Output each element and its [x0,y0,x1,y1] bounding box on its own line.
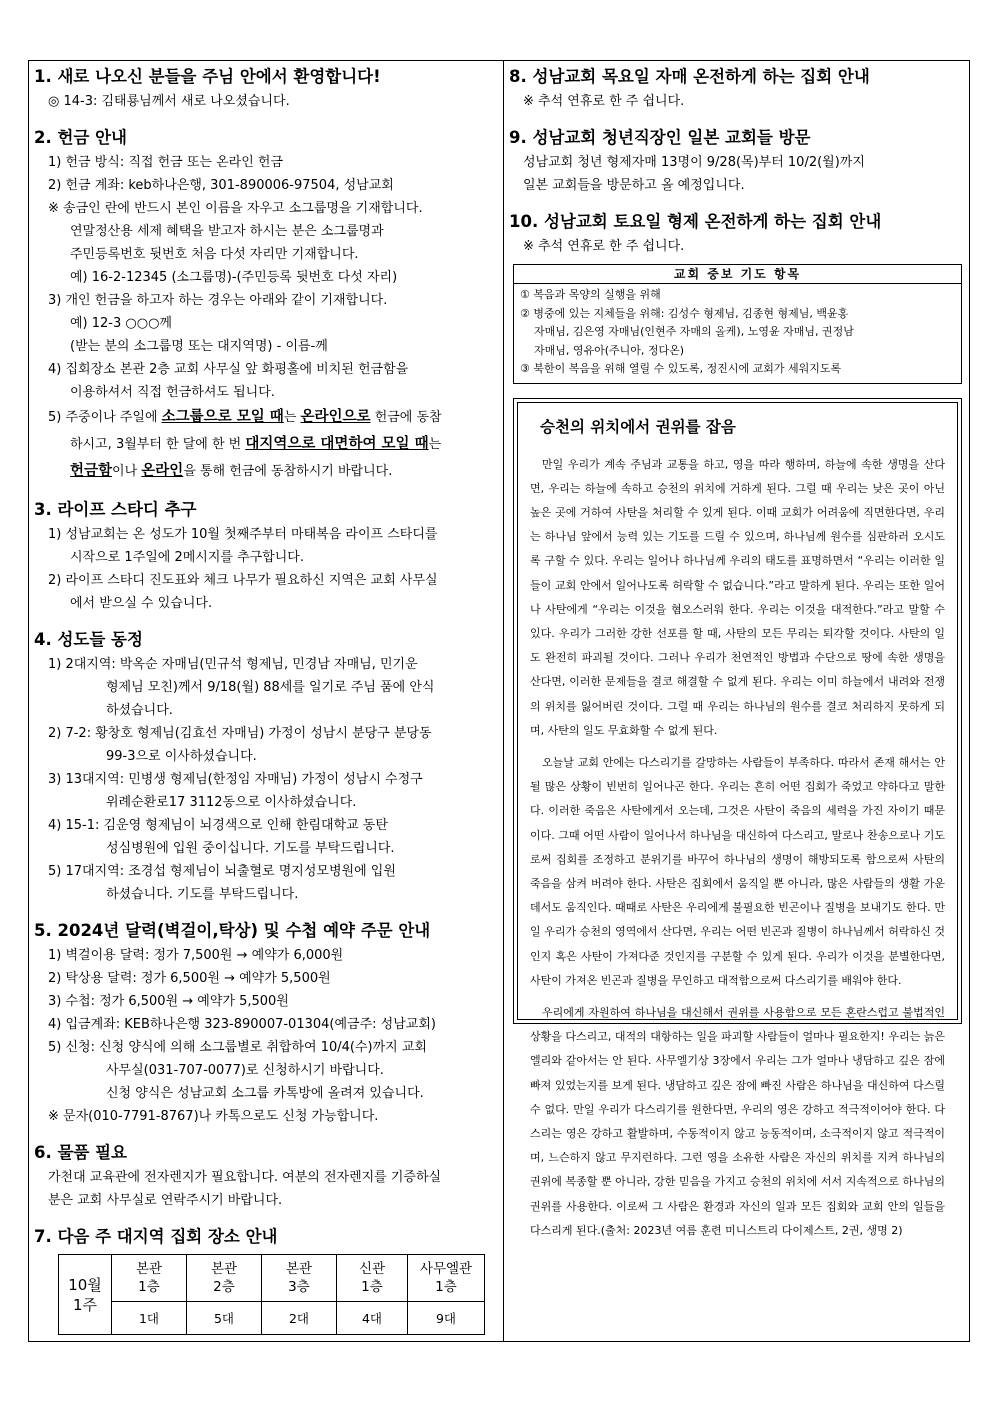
section-title: 5. 2024년 달력(벽걸이,탁상) 및 수첩 예약 주문 안내 [34,921,431,940]
header-line: 3층 [288,1279,310,1295]
text-line: 주민등록번호 뒷번호 처음 다섯 자리만 기재합니다. [70,247,359,262]
text-line: 5) 신청: 신청 양식에 의해 소그룹별로 취합하여 10/4(수)까지 교회 [48,1040,427,1055]
section-life-study [34,499,498,615]
table-row [59,1255,485,1302]
section-sisters-meeting [509,66,964,113]
section-title: 3. 라이프 스타디 추구 [34,500,197,519]
column-divider [503,60,504,1342]
section-meeting-places [34,1226,498,1335]
emphasis-text: 온라인으로 [300,409,371,425]
text-line: 하셨습니다. [106,703,173,718]
meeting-place-table [58,1254,485,1335]
left-column [34,66,498,1349]
prayer-item: ② 병중에 있는 지체들을 위해: 김성수 형제님, 김종현 형제님, 백윤홍 [520,306,849,320]
text-fragment: 는 [428,437,442,452]
text-line: 위례순환로17 3112동으로 이사하셨습니다. [106,795,357,810]
prayer-box-body [514,284,961,383]
text-line: 1) 2대지역: 박옥순 자매님(민규석 형제님, 민경남 자매님, 민기운 [48,657,418,672]
prayer-item: ① 복음과 목양의 실행을 위해 [520,288,661,301]
text-line: ◎ 14-3: 김태룡님께서 새로 나오셨습니다. [48,94,290,109]
text-line: 하셨습니다. 기도를 부탁드립니다. [106,887,299,902]
table-cell-week [59,1255,112,1335]
text-fragment: 하시고, 3월부터 한 달에 한 번 [70,437,246,452]
section-welcome [34,66,498,113]
text-line: 1) 헌금 방식: 직접 헌금 또는 온라인 헌금 [48,155,284,170]
text-fragment: 는 [283,410,301,425]
prayer-item: ③ 북한이 복음을 위해 열릴 수 있도록, 정진시에 교회가 세워지도록 [520,362,842,375]
text-line: 이용하셔서 직접 헌금하셔도 됩니다. [70,385,275,400]
article-box [513,398,962,1237]
text-line: 예) 12-3 ○○○께 [70,316,172,331]
section-calendar-order [34,920,498,1128]
prayer-item-cont: 자매님, 김은영 자매님(인현주 자매의 올케), 노영윤 자매님, 권정남 [534,325,854,338]
emphasis-text: 헌금함 [70,463,113,479]
header-line: 1층 [435,1279,457,1295]
article-paragraph: 만일 우리가 계속 주님과 교통을 하고, 영을 따라 행하며, 하늘에 속한 생명을 산다면, 우리는 하늘에 속하고 승천의 위치에 거하게 된다. 그럴 때 우리는 낮은 곳이 아닌 높은 곳에 거하여 사탄을 처리할 수 있게 된다. 이때 교회가 어려움에 직면한다면, 우리는 하나님 앞에서 능력 있는 기도를 드릴 수 있으며, 하나님께 원수를 심판하러 오시도록 구할 수 있다. 우리는 일어나 하나님께 우리의 태도를 표명하면서 “우리는 이러한 일들이 교회 안에서 일어나도록 허락할 수 없습니다.”라고 말하게 된다. 우리는 또한 일어나 사탄에게 “우리는 이것을 혐오스러워 한다. 우리는 이것을 대적한다.”라고 말할 수 있다. 우리가 그러한 강한 선포를 할 때, 사탄의 모든 무리는 퇴각할 것이다. 사탄의 일도 완전히 파괴될 것이다. 그러나 우리가 천연적인 방법과 수단으로 땅에 속한 생명을 산다면, 이러한 문제들을 결코 해결할 수 없게 된다. 우리는 이미 하늘에서 내려와 전쟁의 위치를 잃어버린 것이다. 그럴 때 우리는 하나님의 원수를 결코 처리하지 못하게 되며, 사탄의 일도 무효화할 수 없게 된다. [530,457,945,737]
section-title: 10. 성남교회 토요일 형제 온전하게 하는 집회 안내 [509,212,882,231]
section-items-needed [34,1142,498,1212]
table-cell: 2대 [262,1302,337,1335]
table-cell: 5대 [187,1302,262,1335]
text-line [34,431,498,458]
header-line: 본관 [135,1261,163,1277]
text-line: 4) 15-1: 김운영 형제님이 뇌경색으로 인해 한림대학교 동탄 [48,818,388,833]
article-inner [517,402,958,1237]
table-header [112,1255,187,1302]
section-title: 2. 헌금 안내 [34,128,127,147]
table-header [187,1255,262,1302]
text-line: 4) 입금계좌: KEB하나은행 323-890007-01304(예금주: 성남교회) [48,1017,436,1032]
table-row [59,1302,485,1335]
text-line: 에서 받으실 수 있습니다. [70,596,213,611]
text-line: ※ 추석 연휴로 한 주 쉽니다. [523,94,685,109]
text-fragment: 5) 주중이나 주일에 [48,410,162,425]
section-brothers-meeting [509,211,964,258]
text-line: 시작으로 1주일에 2메시지를 추구합니다. [70,550,304,565]
text-line: 성심병원에 입원 중이십니다. 기도를 부탁드립니다. [106,841,395,856]
section-offering [34,127,498,485]
section-title: 9. 성남교회 청년직장인 일본 교회들 방문 [509,128,811,147]
table-cell: 1대 [112,1302,187,1335]
table-header [337,1255,408,1302]
text-fragment: 을 통해 헌금에 동참하시기 바랍니다. [183,464,393,479]
section-title: 6. 물품 필요 [34,1143,127,1162]
text-line: 신청 양식은 성남교회 소그룹 카톡방에 올려져 있습니다. [106,1086,424,1101]
text-line: 3) 13대지역: 민병생 형제님(한정임 자매님) 가정이 성남시 수정구 [48,772,423,787]
text-line: 1) 벽걸이용 달력: 정가 7,500원 → 예약가 6,000원 [48,948,344,963]
section-saints-news [34,629,498,906]
prayer-item-cont: 자매님, 영유아(주니아, 정다온) [534,343,685,357]
emphasis-text: 소그룹으로 모일 때 [161,409,284,425]
text-line: 형제님 모친)께서 9/18(월) 88세를 일기로 주님 품에 안식 [106,680,435,695]
text-line: 예) 16-2-12345 (소그룹명)-(주민등록 뒷번호 다섯 자리) [70,270,398,285]
table-header [262,1255,337,1302]
text-line: 4) 집회장소 본관 2층 교회 사무실 앞 화평홀에 비치된 헌금함을 [48,362,409,377]
section-title: 8. 성남교회 목요일 자매 온전하게 하는 집회 안내 [509,67,870,86]
text-line: 2) 헌금 계좌: keb하나은행, 301-890006-97504, 성남교회 [48,178,394,193]
text-line: ※ 추석 연휴로 한 주 쉽니다. [523,239,685,254]
text-line: ※ 문자(010-7791-8767)나 카톡으로도 신청 가능합니다. [48,1109,379,1124]
article-title: 승천의 위치에서 권위를 잡음 [540,417,736,436]
text-line: 성남교회 청년 형제자매 13명이 9/28(목)부터 10/2(월)까지 [523,155,865,170]
text-fragment: 이나 [112,464,142,479]
text-line: 3) 개인 헌금을 하고자 하는 경우는 아래와 같이 기재합니다. [48,293,388,308]
text-line: 사무실(031-707-0077)로 신청하시기 바랍니다. [106,1063,384,1078]
section-title: 1. 새로 나오신 분들을 주님 안에서 환영합니다! [34,67,381,86]
text-line [34,458,498,485]
header-line: 1층 [361,1279,383,1295]
table-header [408,1255,485,1302]
right-column [509,66,964,1237]
text-line: 2) 탁상용 달력: 정가 6,500원 → 예약가 5,500원 [48,971,331,986]
text-line: 3) 수첩: 정가 6,500원 → 예약가 5,500원 [48,994,289,1009]
text-line: 1) 성남교회는 온 성도가 10월 첫째주부터 마태복음 라이프 스타디를 [48,527,438,542]
text-line: 5) 17대지역: 조경섭 형제님이 뇌출혈로 명지성모병원에 입원 [48,864,396,879]
text-line: ※ 송금인 란에 반드시 본인 이름을 자우고 소그룹명을 기재합니다. [48,201,423,216]
header-line: 본관 [285,1261,313,1277]
text-line: 가천대 교육관에 전자렌지가 필요합니다. 여분의 전자렌지를 기증하실 [48,1170,442,1185]
text-line: 99-3으로 이사하셨습니다. [106,749,257,764]
prayer-box-title: 교회 중보 기도 항목 [514,265,961,284]
header-line: 2층 [213,1279,235,1295]
week-month: 10월 [68,1275,102,1294]
table-cell: 4대 [337,1302,408,1335]
week-number: 1주 [72,1295,98,1314]
text-fragment: 헌금에 동참 [370,410,442,425]
text-line: (받는 분의 소그룹명 또는 대지역명) - 이름-께 [70,339,328,354]
section-youth-japan-visit [509,127,964,197]
text-line: 분은 교회 사무실로 연락주시기 바랍니다. [48,1193,283,1208]
header-line: 본관 [210,1261,238,1277]
text-line: 연말정산용 세제 혜택을 받고자 하시는 분은 소그룹명과 [70,224,384,239]
article-paragraph: 우리에게 자원하여 하나님을 대신해서 권위를 사용함으로 모든 혼란스럽고 불법적인 상황을 다스리고, 대적의 대항하는 일을 파괴할 사람들이 얼마나 필요한지! 우리는 늙은 엘리와 같아서는 안 된다. 사무엘기상 3장에서 우리는 그가 얼마나 냉담하고 깊은 잠에 빠져 있었는지를 보게 된다. 냉담하고 깊은 잠에 빠진 사람은 하나님을 대신하여 다스릴 수 없다. 만일 우리가 다스리기를 원한다면, 우리의 영은 강하고 적극적이어야 한다. 다스리는 영은 강하고 활발하며, 수동적이지 않고 능동적이며, 소극적이지 않고 적극적이며, 느슨하지 않고 무지런하다. 그런 영을 소유한 사람은 자신의 위치를 지켜 하나님의 권위에 복종할 뿐 아니라, 강한 믿음을 가지고 승천의 위치에 서서 지속적으로 하나님의 권위를 사용한다. 이로써 그 사람은 환경과 자신의 일과 모든 집회와 교회 안의 일들을 다스리게 된다.(출처: 2023년 여름 훈련 미니스트리 다이제스트, 2권, 생명 2) [530,1005,945,1237]
header-line: 사무엘관 [419,1261,473,1277]
section-title: 4. 성도들 동정 [34,630,143,649]
text-line: 2) 라이프 스타디 진도표와 체크 나무가 필요하신 지역은 교회 사무실 [48,573,438,588]
section-title: 7. 다음 주 대지역 집회 장소 안내 [34,1227,278,1246]
header-line: 신관 [358,1261,386,1277]
header-line: 1층 [138,1279,160,1295]
article-paragraph: 오늘날 교회 안에는 다스리기를 갈망하는 사람들이 부족하다. 따라서 존재 해서는 안 될 많은 상황이 빈번히 일어나곤 한다. 우리는 흔히 어떤 집회가 죽었고 약하다고 말한다. 이러한 죽음은 사탄에게서 오는데, 그것은 사탄이 죽음의 세력을 가진 자이기 때문이다. 그때 어떤 사람이 일어나서 하나님을 대신하여 다스리고, 말로나 찬송으로나 기도로써 집회를 조정하고 분위기를 바꾸어 하나님의 생명이 해방되도록 함으로써 사탄의 죽음을 삼켜 버려야 한다. 사탄은 집회에서 움직일 뿐 아니라, 많은 사람들의 생활 가운데서도 움직인다. 때때로 사탄은 우리에게 불필요한 빈곤이나 질병을 보내기도 한다. 만일 우리가 승천의 영역에서 산다면, 우리는 어떤 빈곤과 질병이 하나님께서 허락하신 것인지 혹은 사탄이 가져다준 것인지를 구분할 수 있게 된다. 우리가 이것을 분별한다면, 사탄이 가져온 빈곤과 질병을 무인하고 대적함으로써 다스리기를 배워야 한다. [530,755,945,987]
emphasis-text: 대지역으로 대면하여 모일 때 [245,436,429,452]
prayer-items-box [513,264,962,384]
table-cell: 9대 [408,1302,485,1335]
emphasis-text: 온라인 [141,463,184,479]
text-line [34,404,498,431]
text-line: 일본 교회들을 방문하고 올 예정입니다. [523,178,745,193]
text-line: 2) 7-2: 황창호 형제님(김효선 자매님) 가정이 성남시 분당구 분당동 [48,726,432,741]
